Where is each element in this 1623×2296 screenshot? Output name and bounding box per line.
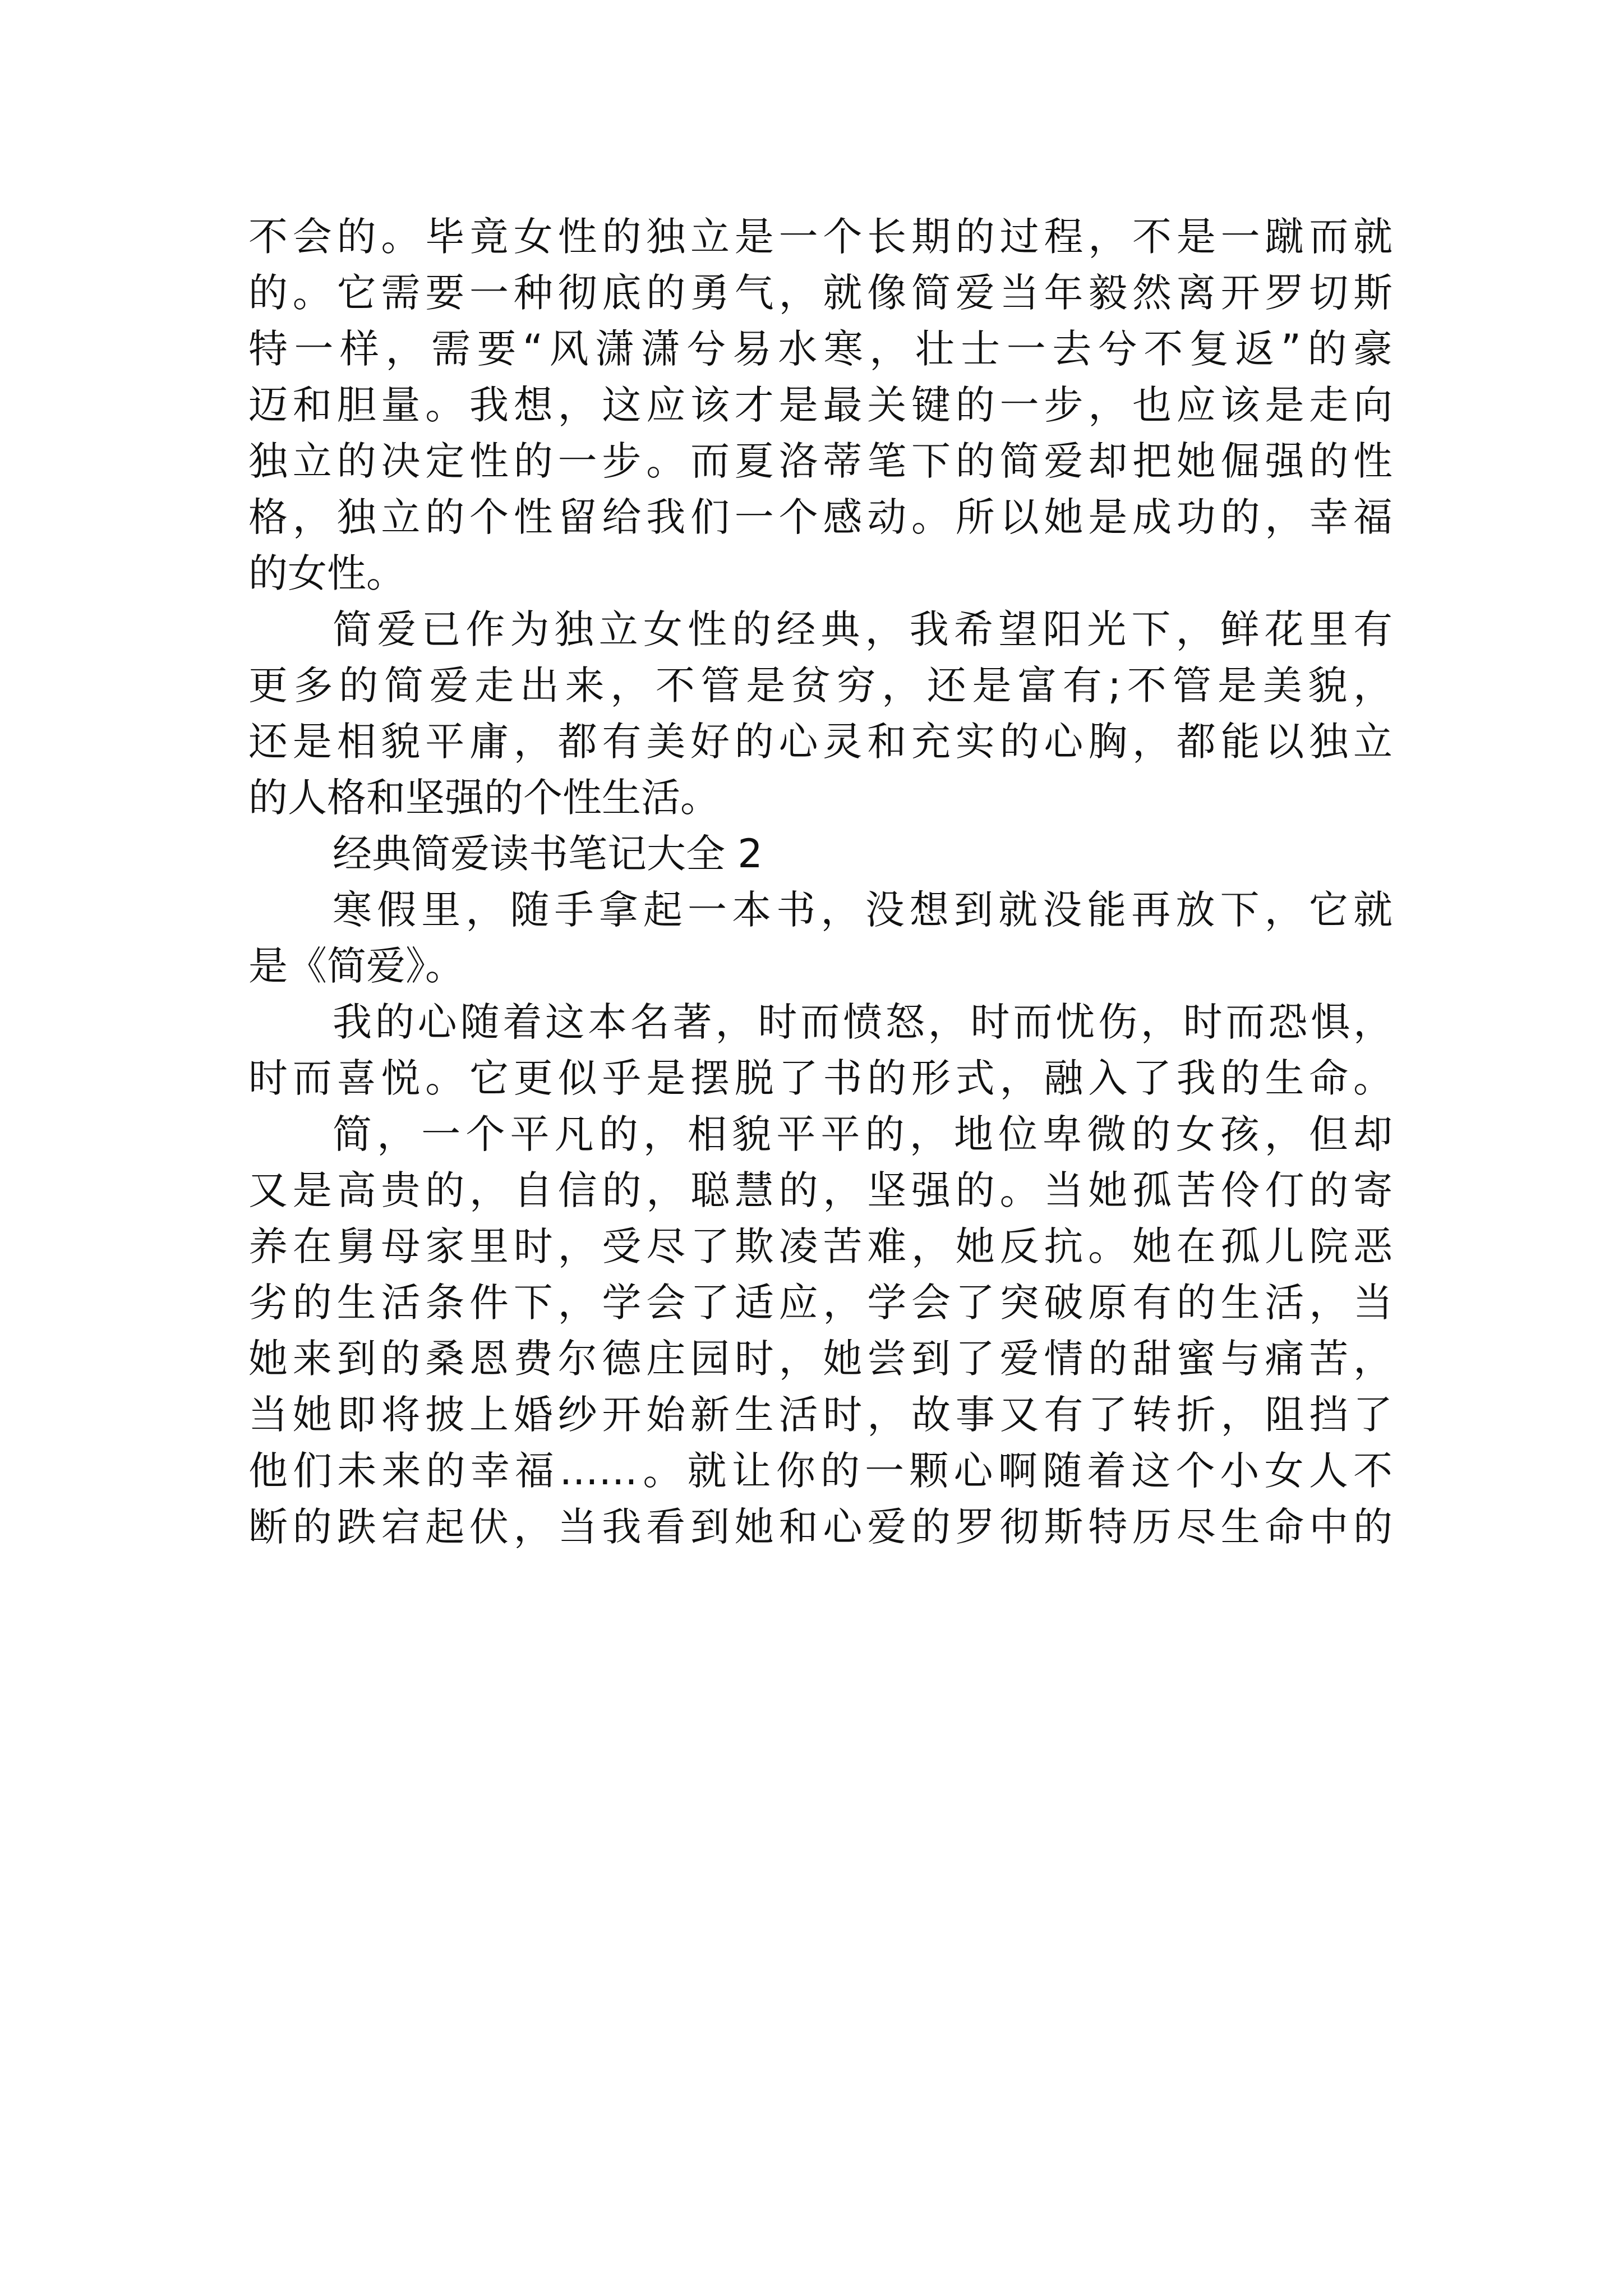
text-line: 不会的。毕竟女性的独立是一个长期的过程，不是一蹴而就 [248,214,1393,260]
text-line: 是《简爱》。 [248,943,464,989]
text-line: 独立的决定性的一步。而夏洛蒂笔下的简爱却把她倔强的性 [248,438,1393,484]
text-line: 迈和胆量。我想，这应该才是最关键的一步，也应该是走向 [248,382,1393,428]
text-line: 更多的简爱走出来，不管是贫穷，还是富有;不管是美貌， [248,662,1393,708]
text-line: 劣的生活条件下，学会了适应，学会了突破原有的生活，当 [248,1280,1393,1326]
text-line: 特一样，需要“风潇潇兮易水寒，壮士一去兮不复返”的豪 [248,326,1393,372]
paragraph-start-line: 寒假里，随手拿起一本书，没想到就没能再放下，它就 [333,887,1393,933]
text-line: 又是高贵的，自信的，聪慧的，坚强的。当她孤苦伶仃的寄 [248,1167,1393,1213]
text-line: 的。它需要一种彻底的勇气，就像简爱当年毅然离开罗切斯 [248,270,1393,316]
text-line: 养在舅母家里时，受尽了欺凌苦难，她反抗。她在孤儿院恶 [248,1223,1393,1269]
text-line: 当她即将披上婚纱开始新生活时，故事又有了转折，阻挡了 [248,1392,1393,1438]
text-line: 断的跌宕起伏，当我看到她和心爱的罗彻斯特历尽生命中的 [248,1504,1393,1550]
text-line: 还是相貌平庸，都有美好的心灵和充实的心胸，都能以独立 [248,719,1393,765]
text-line: 的女性。 [248,550,405,596]
document-body [248,209,1393,1555]
text-line: 格，独立的个性留给我们一个感动。所以她是成功的，幸福 [248,494,1393,540]
text-line: 她来到的桑恩费尔德庄园时，她尝到了爱情的甜蜜与痛苦， [248,1336,1393,1382]
text-line: 他们未来的幸福……。就让你的一颗心啊随着这个小女人不 [248,1448,1393,1494]
section-heading: 经典简爱读书笔记大全 2 [333,831,763,877]
paragraph-start-line: 简爱已作为独立女性的经典，我希望阳光下，鲜花里有 [333,606,1393,652]
paragraph-start-line: 我的心随着这本名著，时而愤怒，时而忧伤，时而恐惧， [333,999,1393,1045]
text-line: 的人格和坚强的个性生活。 [248,775,720,821]
text-line: 时而喜悦。它更似乎是摆脱了书的形式，融入了我的生命。 [248,1055,1393,1101]
paragraph-start-line: 简，一个平凡的，相貌平平的，地位卑微的女孩，但却 [333,1111,1393,1157]
